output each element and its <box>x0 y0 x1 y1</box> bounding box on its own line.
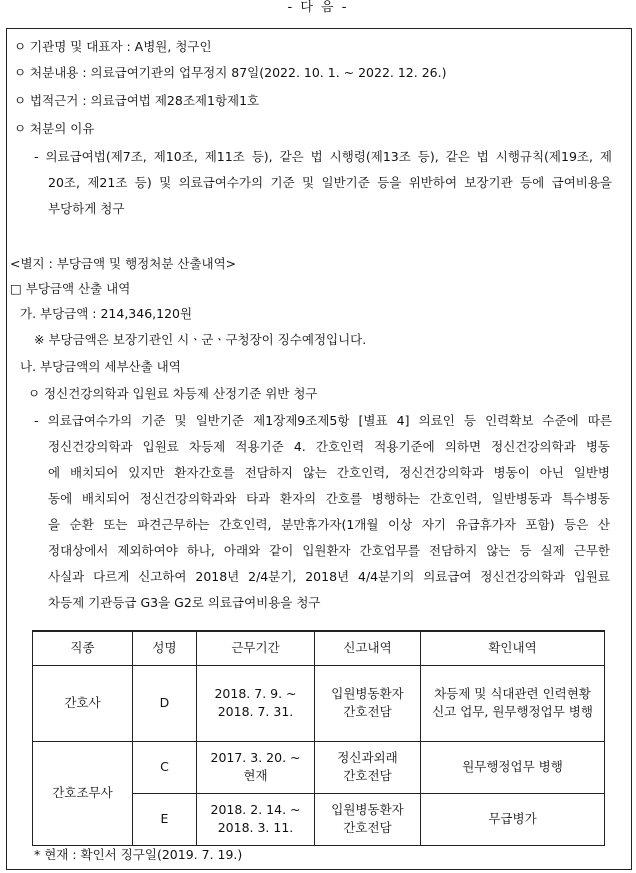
reason-line-1: - 의료급여법(제7조, 제10조, 제11조 등), 같은 법 시행령(제13조 등), 같은 법 시행규칙(제19조, 제 <box>34 149 612 164</box>
cell-period <box>197 741 315 793</box>
violation-title: ㅇ 정신건강의학과 입원료 차등제 산정기준 위반 청구 <box>28 386 318 401</box>
header-period: 근무기간 <box>197 631 315 665</box>
legal-basis-line: ㅇ 법적근거 : 의료급여법 제28조제1항제1호 <box>14 93 260 108</box>
item-a-amount: 가. 부당금액 : 214,346,120원 <box>20 306 193 321</box>
cell-job: 간호사 <box>33 665 133 741</box>
table-row <box>33 665 605 741</box>
cell-period <box>197 665 315 741</box>
header-job: 직종 <box>33 631 133 665</box>
violation-line-3: 에 배치되어 있지만 환자간호를 전담하지 않는 간호인력, 정신건강의학과 병동이 아닌 일반병 <box>48 465 610 480</box>
item-a-note: ※ 부당금액은 보장기관인 시ㆍ군ㆍ구청장이 징수예정입니다. <box>34 332 367 347</box>
cell-verified: 원무행정업무 병행 <box>421 741 605 793</box>
staff-verification-table <box>32 630 605 846</box>
violation-line-1: - 의료급여수가의 기준 및 일반기준 제1장제9조제5항 [별표 4] 의료인 등 인력확보 수준에 따른 <box>34 413 612 428</box>
reason-line-2: 20조, 제21조 등) 및 의료급여수가의 기준 및 일반기준 등을 위반하여 보장기관 등에 급여비용을 <box>48 175 612 190</box>
cell-name: D <box>133 665 197 741</box>
cell-reported <box>315 665 421 741</box>
violation-line-4: 동에 배치되어 정신건강의학과와 타과 환자의 간호를 병행하는 간호인력, 일반병동과 특수병동 <box>48 491 610 506</box>
violation-line-2: 정신건강의학과 입원료 차등제 적용기준 4. 간호인력 적용기준에 의하면 정신건강의학과 병동 <box>48 439 610 454</box>
reported-line: 정신과외래 <box>337 750 398 765</box>
header-name: 성명 <box>133 631 197 665</box>
appendix-title: <별지 : 부당금액 및 행정처분 산출내역> <box>10 256 237 271</box>
appendix-section: □ 부당금액 산출 내역 <box>10 281 131 296</box>
period-start: 2017. 3. 20. ~ <box>210 750 301 765</box>
cell-reported <box>315 793 421 845</box>
disposition-line: ㅇ 처분내용 : 의료급여기관의 업무정지 87일(2022. 10. 1. ~ 2022. 12. 26.) <box>14 65 447 80</box>
table-row <box>33 741 605 793</box>
violation-line-7: 사실과 다르게 신고하여 2018년 2/4분기, 2018년 4/4분기의 의료급여 정신건강의학과 입원료 <box>48 569 610 584</box>
period-start: 2018. 2. 14. ~ <box>210 802 301 817</box>
period-end: 2018. 7. 31. <box>217 704 294 719</box>
violation-line-6: 정대상에서 제외하여야 하나, 아래와 같이 입원환자 간호업무를 전담하지 않는 등 실제 근무한 <box>48 543 610 558</box>
cell-verified: 무급병가 <box>421 793 605 845</box>
verified-line: 차등제 및 식대관련 인력현황 <box>434 686 591 701</box>
verified-line: 신고 업무, 원무행정업무 병행 <box>432 704 593 719</box>
cell-name: C <box>133 741 197 793</box>
period-start: 2018. 7. 9. ~ <box>214 686 297 701</box>
cell-name: E <box>133 793 197 845</box>
reported-line: 간호전담 <box>343 768 392 783</box>
table-header-row <box>33 631 605 665</box>
cell-period <box>197 793 315 845</box>
cell-job: 간호조무사 <box>33 741 133 845</box>
header-verified: 확인내역 <box>421 631 605 665</box>
reported-line: 간호전담 <box>343 704 392 719</box>
reported-line: 간호전담 <box>343 820 392 835</box>
cell-verified <box>421 665 605 741</box>
reported-line: 입원병동환자 <box>331 802 404 817</box>
period-end: 2018. 3. 11. <box>217 820 294 835</box>
cell-reported <box>315 741 421 793</box>
item-b-title: 나. 부당금액의 세부산출 내역 <box>20 359 181 374</box>
violation-line-8: 차등제 기관등급 G3을 G2로 의료급여비용을 청구 <box>48 595 321 610</box>
page-header: - 다 음 - <box>287 0 349 15</box>
reason-line-3: 부당하게 청구 <box>48 201 125 216</box>
institution-line: ㅇ 기관명 및 대표자 : A병원, 청구인 <box>14 39 212 54</box>
violation-line-5: 을 순환 또는 파견근무하는 간호인력, 분만휴가자(1개월 이상 자기 유급휴가자 포함) 등은 산 <box>48 517 610 532</box>
table-footnote: * 현재 : 확인서 징구일(2019. 7. 19.) <box>34 847 243 862</box>
reason-title: ㅇ 처분의 이유 <box>14 121 95 136</box>
header-reported: 신고내역 <box>315 631 421 665</box>
period-end: 현재 <box>243 768 268 783</box>
reported-line: 입원병동환자 <box>331 686 404 701</box>
